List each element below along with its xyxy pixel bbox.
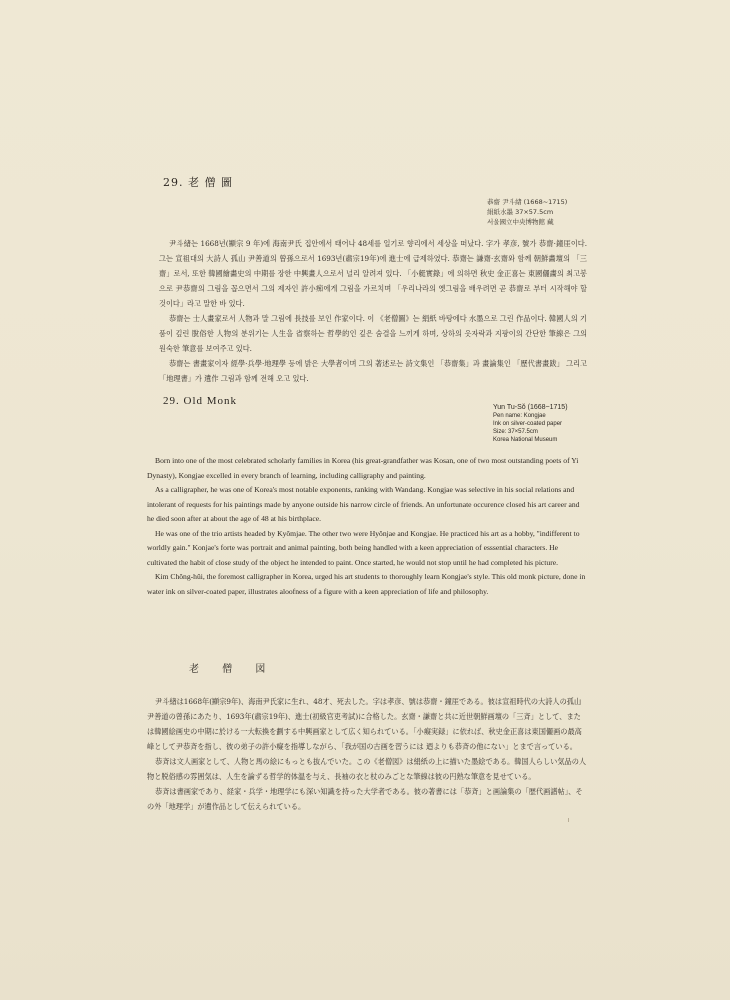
korean-meta-collection: 서울國立中央博物館 藏 (487, 218, 554, 226)
english-title: 29. Old Monk (163, 395, 238, 407)
japanese-body (147, 694, 587, 814)
english-meta-penname: Pen name: Kongjae (493, 413, 546, 419)
english-meta-size: Size: 37×57.5cm (493, 429, 538, 435)
japanese-paragraph: 恭斉は文人画家として、人物と馬の絵にもっとも抜んでいた。この《老僧図》は絹紙の上に描いた墨絵である。韓国人らしい気品の人物と脱俗感の雰囲気は、人生を論ずる哲学的体温を与え、長袖の衣と杖のみごとな筆線は彼の円熟な筆意を見せている。 (147, 757, 587, 781)
korean-paragraph: 恭齋는 書畫家이자 經學·兵學·地理學 등에 밝은 大學者이며 그의 著述로는 詩文集인 「恭齋集」과 畫論集인 「歷代書畫跋」 그리고 「地理書」가 遺作 그림과 함께 전해 오고 있다. (159, 359, 587, 383)
japanese-paragraph: 恭斉は書画家であり、経家・兵学・地理学にも深い知識を持った大学者である。彼の著書には「恭斉」と画論集の「歴代画譜帖」、その外「地理学」が遺作品として伝えられている。 (147, 787, 583, 811)
japanese-title: 老 僧 図 (189, 664, 276, 675)
english-paragraph: Born into one of the most celebrated scholarly families in Korea (his great-grandfather was Kosan, one of two most outstanding poets of Yi Dynasty), Kongjae excelled in every branch of learning, including calligraphy and painting. (147, 456, 579, 480)
english-meta (493, 404, 568, 444)
korean-body (159, 236, 587, 386)
english-meta-medium: Ink on silver-coated paper (493, 421, 563, 427)
paper-speck (568, 818, 569, 822)
korean-meta-medium: 絹紙水墨 37×57.5cm (487, 208, 554, 216)
english-meta-artist: Yun Tu-Sŏ (1668~1715) (493, 404, 568, 411)
english-meta-collection: Korea National Museum (493, 437, 558, 443)
korean-meta-artist: 恭齋 尹斗緖 (1668~1715) (487, 198, 568, 206)
korean-paragraph: 恭齋는 士人畫家로서 人物과 말 그림에 長技를 보인 作家이다. 이 《老僧圖》는 絹紙 바탕에다 水墨으로 그린 作品이다. 韓國人의 기품이 깊린 脫俗한 人物의 분위기는 人生을 省察하는 哲學的인 깊은 숨결을 느끼게 하며, 상하의 옷자락과 지팡이의 간단한 筆線은 그의 원숙한 筆意를 보여주고 있다. (159, 314, 587, 353)
korean-title: 29. 老 僧 圖 (163, 176, 233, 189)
english-paragraph: As a calligrapher, he was one of Korea's most notable exponents, ranking with Wandang. Kongjae was selective in his social relations and intolerant of requests for his paintings made by anyone outside his narrow circle of friends. An unfortunate occurence closed his art career and he died soon after at about the age of 48 at his birthplace. (147, 485, 580, 523)
korean-paragraph: 尹斗緖는 1668년(顯宗 9 年)에 海南尹氏 집안에서 태어나 48세를 일기로 향리에서 세상을 떠났다. 字가 孝彦, 號가 恭齋·鐘厓이다. 그는 宣祖대의 大詩人 孤山 尹善道의 曾孫으로서 1693년(肅宗19年)에 進士에 급제하였다. 恭齋는 謙齋·玄齋와 함께 朝鮮畵壇의 「三齋」로서, 또한 韓國繪畵史의 中期를 장한 中興畫人으로서 널리 알려져 있다. 「小艇實錄」에 의하면 秋史 金正喜는 東國儷畵의 최고봉으로 尹恭齋의 그림을 꼽으면서 그의 제자인 許小痴에게 그림을 가르치며 「우리나라의 옛그림을 배우려면 곧 恭齋로 부터 시작해야 할 것이다」라고 말한 바 있다. (159, 239, 587, 308)
english-paragraph: He was one of the trio artists headed by Kyŏmjae. The other two were Hyŏnjae and Kongjae. He practiced his art as a hobby, "indifferent to worldly gain." Konjae's forte was portrait and animal painting, both being handled with a keen appreciation of esssential characters. He cultivated the habit of close study of the object he intended to paint. Once started, he would not stop until he had completed his picture. (147, 528, 580, 567)
korean-meta (487, 197, 567, 227)
japanese-paragraph: 尹斗緖は1668年(顯宗9年)、海南尹氏家に生れ、48才、死去した。字は孝彦、號は恭齋・鐘厓である。彼は宣祖時代の大詩人の孤山尹善道の曾孫にあたり、1693年(肅宗19年)、進士(初級官吏考試)に合格した。玄齋・謙齋と共に近世朝鮮画壇の「三斉」として、または韓國絵画史の中期に於ける一大転換を劃する中興画家として広く知られている。「小癡実録」に依れば、秋史金正喜は東国儷画の最高峰として尹恭斉を指し、彼の弟子の許小癡を指導しながら、「我が国の古画を習うには 迺よりも恭斉の他にない」とまで言っている。 (147, 697, 582, 751)
english-paragraph: Kim Chŏng-hŭi, the foremost calligrapher in Korea, urged his art students to thoroughly learn Kongjae's style. This old monk picture, done in water ink on silver-coated paper, illustrates aloofness of a figure with a keen appreciation of life and philosophy. (147, 572, 586, 596)
english-body (147, 454, 587, 599)
